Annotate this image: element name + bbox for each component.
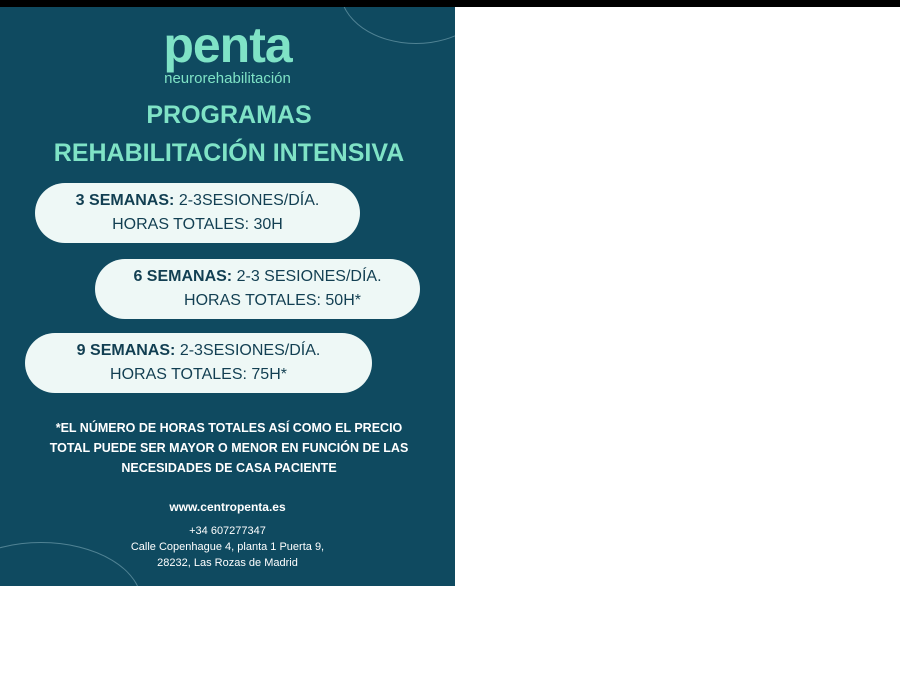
phone: +34 607277347 (189, 525, 266, 537)
program-card-3-weeks (35, 183, 360, 243)
top-bar (0, 0, 900, 7)
program-sessions: 2-3SESIONES/DÍA. (179, 342, 321, 359)
logo: penta (163, 17, 292, 73)
program-hours: HORAS TOTALES: 75H* (110, 366, 287, 383)
program-label: 9 SEMANAS: (76, 342, 176, 359)
title-line-2: REHABILITACIÓN INTENSIVA (53, 139, 405, 167)
disclaimer-note (0, 418, 455, 478)
program-sessions: 2-3 SESIONES/DÍA. (236, 268, 382, 285)
program-card-9-weeks (25, 333, 372, 393)
note-line: NECESIDADES DE CASA PACIENTE (121, 461, 337, 475)
program-sessions: 2-3SESIONES/DÍA. (178, 192, 320, 209)
note-line: TOTAL PUEDE SER MAYOR O MENOR EN FUNCIÓN DE LAS (49, 441, 409, 455)
program-hours: HORAS TOTALES: 50H* (184, 292, 361, 309)
program-label: 6 SEMANAS: (133, 268, 233, 285)
program-label: 3 SEMANAS: (75, 192, 175, 209)
address-line-2: 28232, Las Rozas de Madrid (157, 557, 298, 569)
poster (0, 7, 455, 586)
note-line: *EL NÚMERO DE HORAS TOTALES ASÍ COMO EL PRECIO (55, 421, 403, 435)
program-hours: HORAS TOTALES: 30H (112, 216, 283, 233)
title-line-1: PROGRAMAS (146, 101, 312, 129)
logo-subtitle: neurorehabilitación (164, 70, 291, 87)
address-line-1: Calle Copenhague 4, planta 1 Puerta 9, (130, 541, 325, 553)
program-card-6-weeks (95, 259, 420, 319)
website-link[interactable]: www.centropenta.es (169, 500, 286, 514)
